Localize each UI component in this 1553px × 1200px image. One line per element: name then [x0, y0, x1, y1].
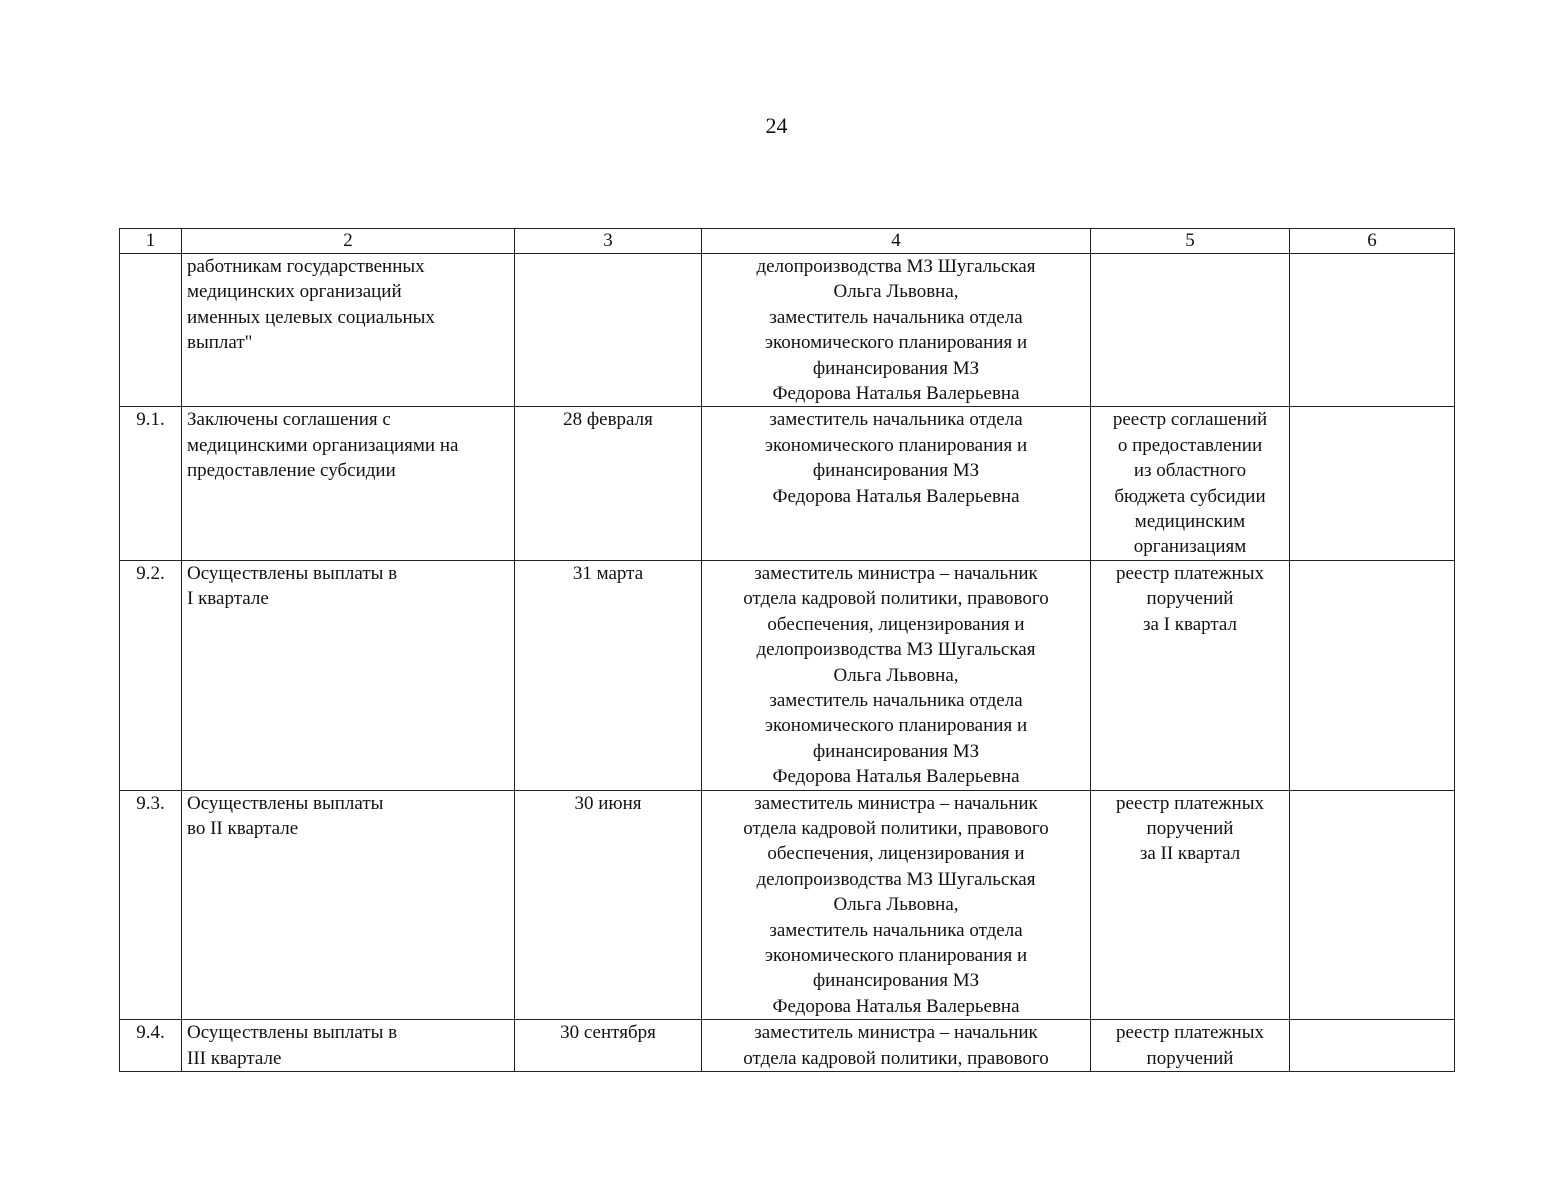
result-cell: [1091, 1020, 1290, 1072]
result-cell: [1091, 790, 1290, 1020]
responsible-text-line: экономического планирования и: [764, 944, 1028, 966]
event-text-line: медицинских организаций: [187, 281, 402, 303]
responsible-text-line: финансирования МЗ: [812, 460, 980, 482]
table-body: [120, 254, 1455, 1072]
item-number: 9.3.: [120, 790, 182, 1020]
responsible-text-line: заместитель начальника отдела: [769, 306, 1023, 328]
result-text-line: реестр платежных: [1116, 562, 1264, 584]
responsible-text-line: обеспечения, лицензирования и: [767, 613, 1025, 635]
result-cell: [1091, 254, 1290, 407]
deadline-cell: 28 февраля: [515, 407, 702, 560]
event-cell: [182, 254, 515, 407]
result-text-line: поручений: [1146, 1047, 1234, 1069]
responsible-text-line: Федорова Наталья Валерьевна: [772, 383, 1020, 405]
result-text-line: поручений: [1146, 817, 1234, 839]
event-cell: [182, 1020, 515, 1072]
note-cell: [1290, 560, 1455, 790]
table-header: [120, 229, 1455, 254]
responsible-text-line: обеспечения, лицензирования и: [767, 843, 1025, 865]
responsible-text-line: Ольга Львовна,: [833, 664, 959, 686]
responsible-text-line: Федорова Наталья Валерьевна: [772, 766, 1020, 788]
deadline-cell: 30 сентября: [515, 1020, 702, 1072]
header-col-5: 5: [1091, 229, 1290, 254]
table-row: [120, 790, 1455, 1020]
event-text-line: во II квартале: [187, 817, 299, 839]
responsible-cell: [702, 254, 1091, 407]
responsible-text-line: Федорова Наталья Валерьевна: [772, 485, 1020, 507]
responsible-text-line: экономического планирования и: [764, 434, 1028, 456]
responsible-text-line: Ольга Львовна,: [833, 281, 959, 303]
page-number: 24: [765, 113, 788, 138]
result-text-line: поручений: [1146, 588, 1234, 610]
event-cell: [182, 560, 515, 790]
event-text-line: Заключены соглашения с: [187, 409, 391, 431]
responsible-text-line: заместитель министра – начальник: [754, 1022, 1038, 1044]
responsible-text-line: заместитель министра – начальник: [754, 562, 1038, 584]
table-row: [120, 1020, 1455, 1072]
event-text-line: именных целевых социальных: [187, 306, 435, 328]
result-text-line: за II квартал: [1139, 843, 1241, 865]
event-text-line: I квартале: [187, 588, 269, 610]
event-cell: [182, 407, 515, 560]
responsible-text-line: экономического планирования и: [764, 715, 1028, 737]
header-col-1: 1: [120, 229, 182, 254]
event-cell: [182, 790, 515, 1020]
table-row: [120, 560, 1455, 790]
responsible-text-line: финансирования МЗ: [812, 740, 980, 762]
responsible-text-line: отдела кадровой политики, правового: [743, 817, 1049, 839]
result-text-line: бюджета субсидии: [1114, 485, 1266, 507]
responsible-text-line: делопроизводства МЗ Шугальская: [756, 639, 1036, 661]
responsible-text-line: финансирования МЗ: [812, 357, 980, 379]
header-col-2: 2: [182, 229, 515, 254]
header-col-4: 4: [702, 229, 1091, 254]
result-text-line: реестр платежных: [1116, 792, 1264, 814]
result-text-line: организациям: [1133, 536, 1247, 558]
deadline-cell: 30 июня: [515, 790, 702, 1020]
item-number: 9.4.: [120, 1020, 182, 1072]
responsible-text-line: отдела кадровой политики, правового: [743, 588, 1049, 610]
event-text-line: III квартале: [187, 1047, 282, 1069]
event-text-line: медицинскими организациями на: [187, 434, 459, 456]
responsible-text-line: заместитель министра – начальник: [754, 792, 1038, 814]
responsible-text-line: делопроизводства МЗ Шугальская: [756, 256, 1036, 277]
responsible-text-line: заместитель начальника отдела: [769, 409, 1023, 431]
event-text-line: Осуществлены выплаты в: [187, 562, 398, 584]
note-cell: [1290, 407, 1455, 560]
responsible-text-line: заместитель начальника отдела: [769, 919, 1023, 941]
header-col-6: 6: [1290, 229, 1455, 254]
result-text-line: из областного: [1133, 460, 1247, 482]
result-text-line: реестр соглашений: [1112, 409, 1268, 431]
table-row: [120, 407, 1455, 560]
table-row: [120, 254, 1455, 407]
responsible-cell: [702, 560, 1091, 790]
event-text-line: выплат": [187, 332, 253, 354]
header-row: [120, 229, 1455, 254]
item-number: 9.2.: [120, 560, 182, 790]
responsible-cell: [702, 790, 1091, 1020]
responsible-text-line: делопроизводства МЗ Шугальская: [756, 868, 1036, 890]
result-text-line: реестр платежных: [1116, 1022, 1264, 1044]
deadline-cell: [515, 254, 702, 407]
responsible-text-line: Ольга Львовна,: [833, 894, 959, 916]
deadline-cell: 31 марта: [515, 560, 702, 790]
responsible-cell: [702, 407, 1091, 560]
responsible-text-line: заместитель начальника отдела: [769, 689, 1023, 711]
responsible-cell: [702, 1020, 1091, 1072]
event-text-line: Осуществлены выплаты в: [187, 1022, 398, 1044]
event-text-line: Осуществлены выплаты: [187, 792, 384, 814]
responsible-text-line: финансирования МЗ: [812, 970, 980, 992]
result-text-line: о предоставлении: [1117, 434, 1263, 456]
result-cell: [1091, 560, 1290, 790]
result-cell: [1091, 407, 1290, 560]
note-cell: [1290, 254, 1455, 407]
item-number: [120, 254, 182, 407]
header-col-3: 3: [515, 229, 702, 254]
responsible-text-line: экономического планирования и: [764, 332, 1028, 354]
responsible-text-line: отдела кадровой политики, правового: [743, 1047, 1049, 1069]
item-number: 9.1.: [120, 407, 182, 560]
result-text-line: за I квартал: [1142, 613, 1238, 635]
result-text-line: медицинским: [1134, 511, 1246, 533]
note-cell: [1290, 790, 1455, 1020]
event-text-line: предоставление субсидии: [187, 460, 396, 482]
responsible-text-line: Федорова Наталья Валерьевна: [772, 995, 1020, 1017]
event-text-line: работникам государственных: [187, 256, 425, 277]
plan-table: [119, 228, 1455, 1072]
note-cell: [1290, 1020, 1455, 1072]
